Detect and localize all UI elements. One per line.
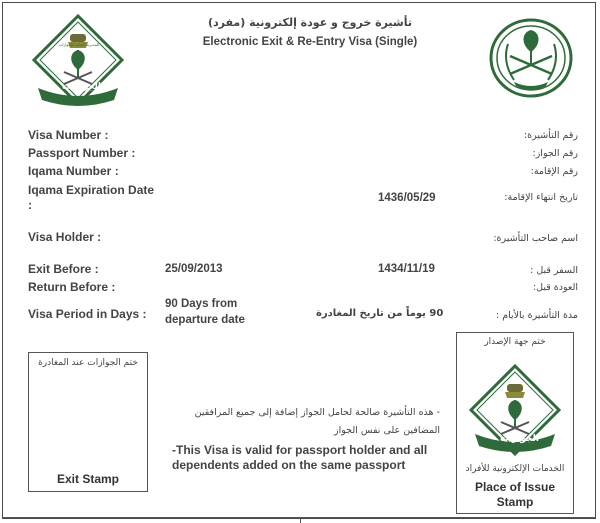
iqama-expiration-label-ar: تاريخ انتهاء الإقامة: (504, 192, 578, 203)
title-english: Electronic Exit & Re-Entry Visa (Single) (202, 36, 418, 48)
visa-period-value-line1: 90 Days from (165, 298, 238, 310)
jawazat-top-text: المديرية العامة للجوازات (58, 42, 100, 47)
visa-period-label-ar: مدة التأشيرة بالأيام : (495, 310, 578, 321)
visa-number-label: Visa Number : (28, 128, 109, 142)
validity-note-ar-line1: - هذه التأشيرة صالحة لحامل الجواز إضافة إلى جميع المرافقين (194, 407, 440, 418)
title-arabic: تأشيرة خروج و عودة إلكترونية (مفرد) (207, 16, 412, 29)
visa-period-value-line2: departure date (165, 314, 245, 326)
exit-before-label: Exit Before : (28, 262, 99, 276)
exit-stamp-label: Exit Stamp (56, 472, 119, 486)
exit-before-gregorian: 25/09/2013 (165, 263, 223, 275)
visa-period-value-ar: 90 يوماً من تاريخ المغادرة (316, 308, 444, 319)
visa-period-label: Visa Period in Days : (28, 307, 147, 321)
visa-holder-label: Visa Holder : (28, 230, 102, 244)
bottom-divider (2, 517, 596, 518)
iqama-expiration-label: Iqama Expiration Date (28, 183, 155, 197)
jawazat-banner-text: الجوازات (62, 82, 101, 92)
return-before-label-ar: العودة قبل: (532, 282, 578, 293)
bottom-separator (300, 517, 301, 523)
iqama-expiration-hijri: 1436/05/29 (378, 192, 436, 204)
return-before-label: Return Before : (28, 280, 116, 294)
exit-stamp-box (28, 352, 148, 492)
validity-note-ar-line2: المضافين على نفس الجواز (334, 425, 440, 436)
jawazat-emblem-icon (30, 12, 126, 110)
issue-stamp-label-line1: Place of Issue (474, 480, 556, 494)
exit-before-hijri: 1434/11/19 (378, 263, 435, 275)
iqama-number-label-ar: رقم الإقامة: (530, 166, 578, 177)
exit-before-label-ar: السفر قبل : (530, 265, 578, 276)
exit-stamp-title-ar: ختم الجوازات عند المغادرة (38, 358, 138, 368)
passport-number-label-ar: رقم الجواز: (532, 148, 578, 159)
validity-note-en-line1: -This Visa is valid for passport holder and all (172, 443, 428, 457)
visa-number-label-ar: رقم التأشيرة: (523, 130, 578, 141)
issue-stamp-title-ar: ختم جهة الإصدار (484, 337, 546, 347)
saudi-emblem-icon (488, 16, 574, 100)
issue-stamp-label-line2: Stamp (496, 495, 534, 509)
issue-stamp-subtitle-ar: الخدمات الإلكترونية للأفراد (465, 464, 565, 474)
validity-note-en-line2: dependents added on the same passport (172, 458, 406, 472)
passport-number-label: Passport Number : (28, 146, 136, 160)
iqama-number-label: Iqama Number : (28, 164, 119, 178)
visa-holder-label-ar: اسم صاحب التأشيرة: (493, 233, 578, 244)
jawazat-stamp-icon (467, 362, 563, 460)
issue-stamp-banner-text: الجوازات (500, 434, 539, 444)
iqama-expiration-label-colon: : (28, 198, 32, 212)
